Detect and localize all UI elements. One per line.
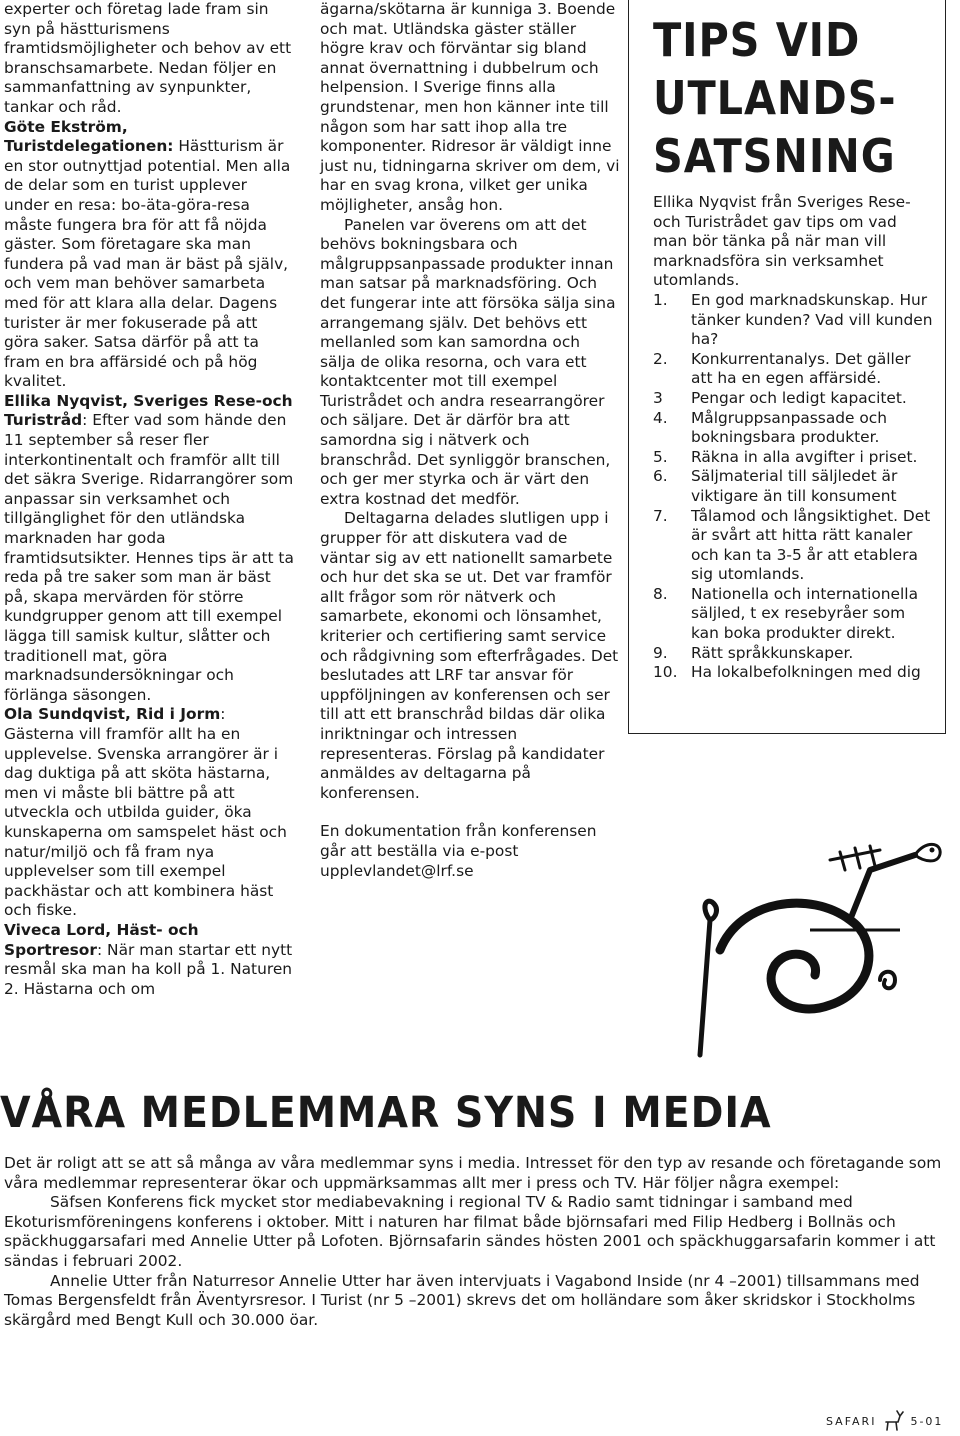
col2-paragraph-4: En dokumentation från konferensen går att beställa via e-post upplevlandet@lrf.se [320, 822, 597, 880]
tips-list-item [653, 409, 933, 448]
speaker-name: Ola Sundqvist, Rid i Jorm [4, 705, 221, 724]
tips-list-item [653, 507, 933, 585]
speaker-text: Hästturism är en stor outnyttjad potential. Men alla de delar som en turist upplever under en resa: bo-äta-göra-resa måste fungera bra för att få nöjda gäster. Som företagare ska man fundera på vad man är bäst på själv, och vem man behöver samarbeta med för att klara alla delar. Dagens turister är mer fokuserade på att göra saker. Satsa därför på att ta fram en bra affärsidé och på hög kvalitet. [4, 137, 291, 391]
media-paragraph-2: Säfsen Konferens fick mycket stor mediabevakning i regional TV & Radio samt tidningar i samband med Ekoturismföreningens konferens i oktober. Mitt i naturen har filmat både björnsafari med Filip Hedberg i Bollnäs och späckhuggarsafari med Annelie Utter på Lofoten. Björnsafarin sändes hösten 2001 och späckhuggarsafarin kommer i att sändas i februari 2002. [4, 1193, 936, 1270]
tips-item-text: Konkurrentanalys. Det gäller att ha en egen affärsidé. [691, 349, 911, 388]
col1-section-nyqvist [4, 392, 294, 706]
col1-section-sundqvist [4, 705, 294, 921]
media-section-title: VÅRA MEDLEMMAR SYNS I MEDIA [0, 1088, 772, 1138]
speaker-text: : Efter vad som hände den 11 september så reser fler interkontinentalt och framför allt till det säkra Sverige. Ridarrangörer som anpassar sin verksamhet och tillgänglighet för den utländska marknaden har goda framtidsutsikter. Hennes tips är att ta reda på tre saker som man är bäst på, skapa mervärden för större kundgrupper genom att till exempel lägga till samisk kultur, slåtter och traditionell mat, göra marknadsundersökningar och förlänga säsongen. [4, 411, 294, 704]
speaker-name: Ellika Nyqvist, Sveriges Rese-och Turistråd [4, 391, 293, 430]
speaker-name: Göte Ekström, Turistdelegationen: [4, 117, 174, 156]
page-footer [826, 1410, 943, 1432]
antelope-icon [882, 1410, 904, 1432]
tips-item-number: 9. [653, 643, 668, 662]
tips-item-text: Säljmaterial till säljledet är viktigare än till konsument [691, 467, 898, 505]
speaker-text: : Gästerna vill framför allt ha en upplevelse. Svenska arrangörer är i dag duktiga på att sköta hästarna, men vi måste bli bättre på att utveckla och utbilda guider, öka kunskaperna om samspelet häst och natur/miljö och få fram nya upplevelser som till exempel packhästar och att kombinera häst och fiske. [4, 705, 287, 920]
tips-item-text: Räkna in alla avgifter i priset. [691, 447, 918, 466]
col2-paragraph-3: Deltagarna delades slutligen upp i grupper för att diskutera vad de väntar sig av ett nationellt samarbete och hur det ska se ut. Det var framför allt frågor som rör nätverk och samarbete, ekonomi och lönsamhet, kriterier och certifiering samt service och rådgivning som efterfrågades. Det beslutades att LRF tar ansvar för uppföljningen av konferensen och ser till att ett branschråd bildas där olika inriktningar och intressen representeras. Förslag på kandidater anmäldes av deltagarna på konferensen. [320, 509, 619, 802]
tips-item-text: Målgruppsanpassade och bokningsbara produkter. [691, 408, 888, 447]
tips-list-item [653, 448, 933, 468]
tips-list-item [653, 644, 933, 664]
tips-title-line: SATSNING [653, 129, 896, 183]
tips-item-number: 10. [653, 663, 678, 682]
tips-intro: Ellika Nyqvist från Sveriges Rese-och Turistrådet gav tips om vad man bör tänka på när man vill marknadsföra sin verksamhet utomlands. [653, 193, 911, 290]
tips-list-item [653, 291, 933, 350]
tips-item-text: Rätt språkkunskaper. [691, 643, 854, 662]
tips-item-number: 6. [653, 467, 668, 486]
tips-list-item [653, 663, 933, 683]
col1-section-ekstrom [4, 118, 294, 392]
tips-item-number: 2. [653, 349, 668, 368]
col1-section-lord [4, 921, 294, 999]
tips-list-item [653, 467, 933, 506]
tips-item-number: 3 [653, 388, 663, 407]
col2-paragraph-1: ägarna/skötarna är kunniga 3. Boende och mat. Utländska gäster ställer högre krav och förväntar sig bland annat övernattning i dubbelrum och helpension. I Sverige finns alla grundstenar, men hon känner inte till någon som har satt ihop alla tre komponenter. Ridresor är väldigt inne just nu, tidningarna skriver om dem, vi har en svag krona, vilket ger unika möjligheter, ansåg hon. [320, 0, 620, 214]
column-1 [4, 0, 294, 999]
footer-issue: 5-01 [910, 1414, 944, 1428]
speaker-text: : När man startar ett nytt resmål ska man ha koll på 1. Naturen 2. Hästarna och om [4, 940, 293, 998]
col1-intro: experter och företag lade fram sin syn på hästturismens framtidsmöjligheter och behov av ett branschsamarbete. Nedan följer en sammanfattning av synpunkter, tankar och råd. [4, 0, 292, 116]
tips-item-text: En god marknadskunskap. Hur tänker kunden? Vad vill kunden ha? [691, 290, 933, 349]
media-paragraph-1: Det är roligt att se att så många av våra medlemmar syns i media. Intresset för den typ av resande och företagande som våra medlemmar representerar ökar och uppmärksammas allt mer i press och TV. Här följer några exempel: [4, 1154, 942, 1192]
tips-list-item [653, 585, 933, 644]
tips-item-text: Tålamod och långsiktighet. Det är svårt att hitta rätt kanaler och kan ta 3-5 år att etablera sig utomlands. [691, 506, 931, 584]
tips-item-number: 8. [653, 584, 668, 603]
rock-art-illustration [680, 830, 950, 1060]
tips-item-text: Pengar och ledigt kapacitet. [691, 388, 907, 407]
tips-title-line: TIPS VID [653, 13, 861, 67]
tips-box-title [653, 11, 905, 185]
tips-list-item [653, 350, 933, 389]
tips-item-number: 4. [653, 408, 668, 427]
tips-item-text: Nationella och internationella säljled, t ex resebyråer som kan boka produkter direkt. [691, 584, 919, 643]
column-2 [320, 0, 620, 881]
tips-item-number: 1. [653, 290, 668, 309]
tips-item-number: 7. [653, 506, 668, 525]
speaker-name: Viveca Lord, Häst- och Sportresor [4, 920, 199, 959]
tips-item-number: 5. [653, 447, 668, 466]
col2-paragraph-2: Panelen var överens om att det behövs bokningsbara och målgruppsanpassade produkter innan man satsar på marknadsföring. Och det fungerar inte att försöka sälja sina arrangemang själv. Det behövs ett mellanled som kan samordna och sälja de olika resorna, och vara ett kontaktcenter mot till exempel Turistrådet och andra researrangörer och säljare. Det är därför bra att samordna sig i nätverk och branschråd. Det synliggör branschen, och ger mer styrka och är värt den extra kostnad det medför. [320, 215, 616, 508]
tips-title-line: UTLANDS- [653, 71, 897, 125]
tips-box [628, 0, 946, 734]
media-section [4, 1154, 956, 1330]
tips-list [653, 291, 933, 683]
media-paragraph-3: Annelie Utter från Naturresor Annelie Utter har även intervjuats i Vagabond Inside (nr 4 –2001) tillsammans med Tomas Bergensfeldt från Äventyrsresor. I Turist (nr 5 –2001) skrevs det om holländare som åker skridskor i Stockholms skärgård med Bengt Kull och 30.000 öar. [4, 1271, 920, 1329]
footer-brand: SAFARI [826, 1414, 877, 1428]
tips-item-text: Ha lokalbefolkningen med dig [691, 663, 921, 682]
tips-list-item [653, 389, 933, 409]
